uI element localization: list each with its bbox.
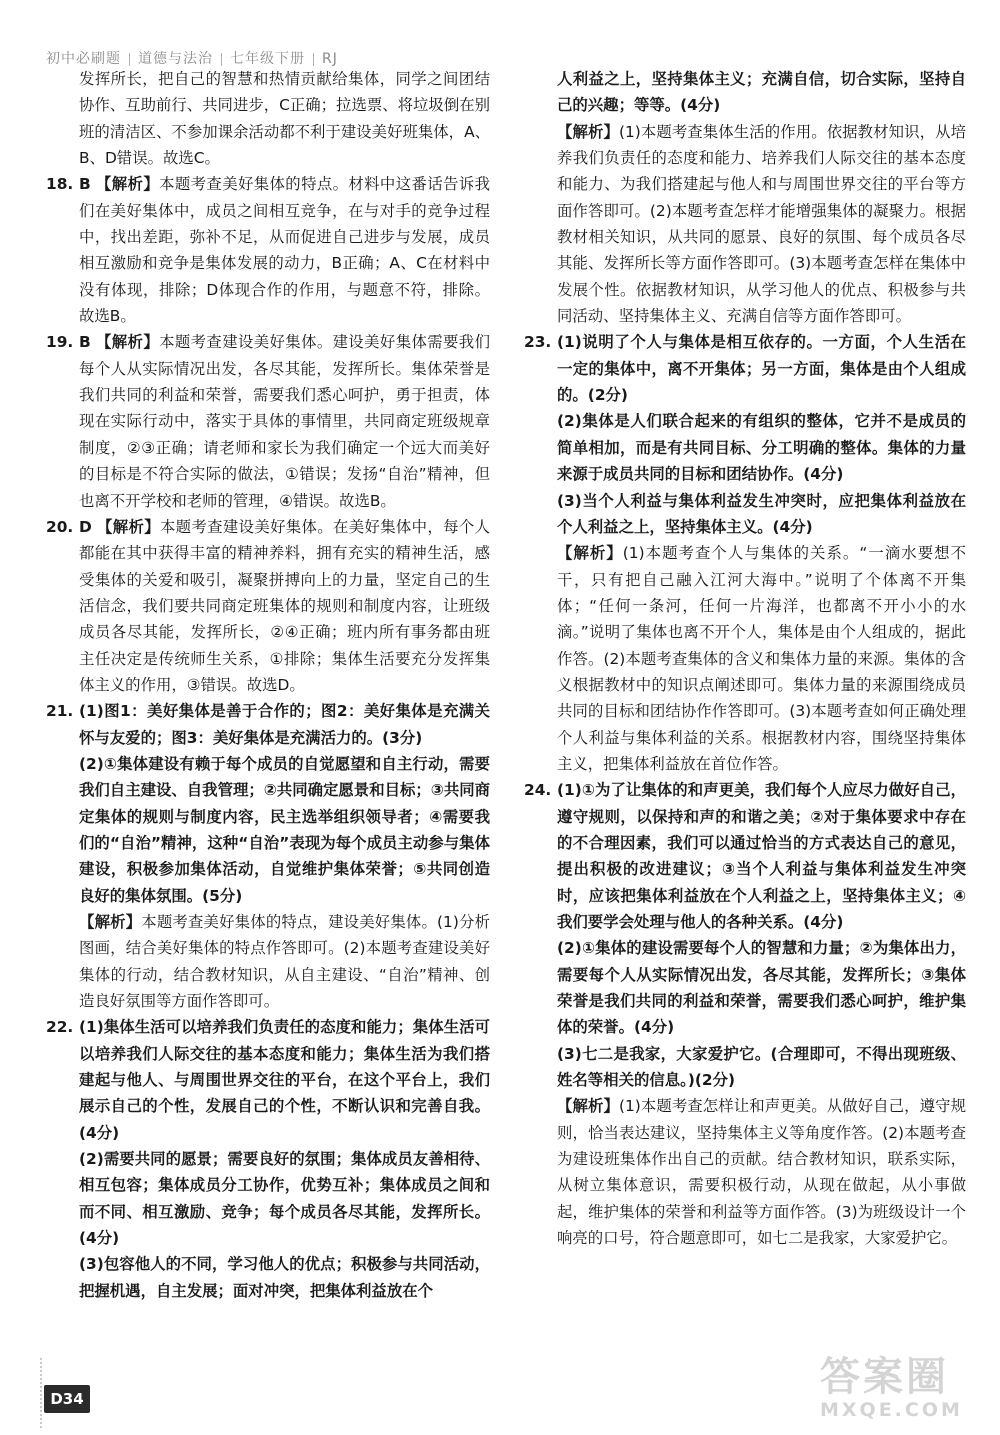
analysis-tag: 【解析】 xyxy=(96,175,160,194)
answer-part-2: (2)①集体建设有赖于每个成员的自觉愿望和自主行动，需要我们自主建设、自我管理；②共同确定愿景和目标；③共同商定集体的规则与制度内容，民主选举组织领导者；④需要我们的“自治”精神，这种“自治”表现为每个成员主动参与集体建设，积极参加集体活动，自觉维护集体荣誉；⑤共同创造良好的集体氛围。(5分) xyxy=(79,754,490,905)
running-header xyxy=(46,48,338,68)
analysis-tag: 【解析】 xyxy=(79,913,142,931)
left-column xyxy=(46,66,490,1304)
series-title: 初中必刷题 xyxy=(46,51,121,67)
analysis-text: 本题考查建设美好集体。建设美好集体需要我们每个人从实际情况出发，各尽其能，发挥所长。集体荣誉是我们共同的利益和荣誉，需要我们悉心呵护，勇于担责，体现在实际行动中，落实于具体的事情里，共同商定班级规章制度，②③正确；请老师和家长为我们确定一个远大而美好的目标是不符合实际的做法，①错误；发扬“自治”精神，但也离不开学校和老师的管理，④错误。故选B。 xyxy=(79,333,490,510)
answer-part-1: (1)说明了个人与集体是相互依存的。一方面，个人生活在一定的集体中，离不开集体；另一方面，集体是由个人组成的。(2分) xyxy=(557,333,966,405)
analysis-paragraph xyxy=(524,1093,966,1251)
right-column xyxy=(524,66,966,1251)
analysis-text: 本题考查美好集体的特点。材料中这番话告诉我们在美好集体中，成员之间相互竞争，在与对手的竞争过程中，找出差距，弥补不足，从而促进自己进步与发展，成员相互激励和竞争是集体发展的动力，B正确；A、C在材料中没有体现，排除；D体现合作的作用，与题意不符，排除。故选B。 xyxy=(79,175,490,326)
analysis-text: 本题考查美好集体的特点，建设美好集体。(1)分析图画，结合美好集体的特点作答即可。(2)本题考查建设美好集体的行动，结合教材知识，从自主建设、“自治”精神、创造良好氛围等方面作答即可。 xyxy=(79,913,490,1011)
analysis-text: 本题考查建设美好集体。在美好集体中，每个人都能在其中获得丰富的精神养料，拥有充实的精神生活，感受集体的关爱和吸引，凝聚拼搏向上的力量，坚定自己的生活信念，我们要共同商定班集体的规则和制度内容，让班级成员各尽其能，发挥所长，②④正确；班内所有事务都由班主任决定是传统师生关系，①排除；集体生活要充分发挥集体主义的作用，③错误。故选D。 xyxy=(79,517,490,694)
watermark-en: MXQE.COM xyxy=(820,1399,963,1421)
answer-item-24 xyxy=(524,777,966,935)
item-number: 19. xyxy=(46,333,74,352)
item-number: 20. xyxy=(46,517,74,536)
edition-label: RJ xyxy=(322,51,338,67)
answer-part-2: (2)需要共同的愿景；需要良好的氛围；集体成员友善相待、相互包容；集体成员分工协作，优势互补；集体成员之间和而不同、相互激励、竞争；每个成员各尽其能，发挥所长。(4分) xyxy=(79,1150,490,1248)
answer-choice: D xyxy=(79,517,92,536)
answer-item-19 xyxy=(46,329,490,513)
answer-part-3: (3)七二是我家，大家爱护它。(合理即可，不得出现班级、姓名等相关的信息。)(2分) xyxy=(557,1044,966,1090)
answer-part-1: (1)集体生活可以培养我们负责任的态度和能力；集体生活可以培养我们人际交往的基本态度和能力；集体生活为我们搭建起与他人、与周围世界交往的平台，在这个平台上，我们展示自己的个性，发展自己的个性，不断认识和完善自我。(4分) xyxy=(79,1018,490,1142)
analysis-tag: 【解析】 xyxy=(557,544,623,563)
analysis-text: (1)本题考查集体生活的作用。依据教材知识，从培养我们负责任的态度和能力、培养我们人际交往的基本态度和能力、为我们搭建起与他人和与周围世界交往的平台等方面作答即可。(2)本题考查怎样才能增强集体的凝聚力。根据教材相关知识，从共同的愿景、良好的氛围、每个成员各尽其能、发挥所长等方面作答即可。(3)本题考查怎样在集体中发展个性。依据教材知识，从学习他人的优点、积极参与共同活动、坚持集体主义、充满自信等方面作答即可。 xyxy=(557,122,966,326)
header-divider xyxy=(129,53,130,66)
analysis-tag: 【解析】 xyxy=(557,1097,619,1116)
analysis-paragraph xyxy=(524,540,966,777)
header-divider xyxy=(221,53,222,66)
answer-choice: B xyxy=(79,175,91,194)
page-number: D34 xyxy=(44,1385,90,1413)
answer-part-1: (1)图1：美好集体是善于合作的；图2：美好集体是充满关怀与友爱的；图3：美好集体是充满活力的。(3分) xyxy=(79,702,490,747)
item-number: 24. xyxy=(524,781,552,800)
watermark-cn: 答案圈 xyxy=(820,1354,949,1400)
answer-item-18 xyxy=(46,171,490,329)
analysis-tag: 【解析】 xyxy=(557,122,619,141)
answer-part-3: (3)包容他人的不同，学习他人的优点；积极参与共同活动，把握机遇，自主发展；面对冲突，把集体利益放在个 xyxy=(79,1255,490,1300)
site-watermark xyxy=(820,1355,980,1425)
item-number: 23. xyxy=(524,333,552,352)
item-number: 22. xyxy=(46,1018,74,1037)
q17-continuation: 发挥所长，把自己的智慧和热情贡献给集体，同学之间团结协作、互助前行、共同进步，C正确；拉选票、将垃圾倒在别班的清洁区、不参加课余活动都不利于建设美好班集体，A、B、D错误。故选C。 xyxy=(79,70,490,168)
analysis-paragraph xyxy=(46,909,490,1014)
answer-choice: B xyxy=(79,333,91,352)
answer-item-20 xyxy=(46,514,490,698)
analysis-text: (1)本题考查怎样让和声更美。从做好自己，遵守规则，恰当表达建议，坚持集体主义等角度作答。(2)本题考查为建设班集体作出自己的贡献。结合教材知识，联系实际，从树立集体意识，需要积极行动，从现在做起，从小事做起，维护集体的荣誉和利益等方面作答。(3)为班级设计一个响亮的口号，符合题意即可，如七二是我家，大家爱护它。 xyxy=(557,1097,966,1248)
analysis-tag: 【解析】 xyxy=(97,517,160,536)
answer-part-1: (1)①为了让集体的和声更美，我们每个人应尽力做好自己，遵守规则，以保持和声的和谐之美；②对于集体要求中存在的不合理因素，我们可以通过恰当的方式表达自己的意见，提出积极的改进建议；③当个人利益与集体利益发生冲突时，应该把集体利益放在个人利益之上，坚持集体主义；④我们要学会处理与他人的各种关系。(4分) xyxy=(557,781,966,931)
answer-item-22 xyxy=(46,1014,490,1146)
analysis-tag: 【解析】 xyxy=(96,333,160,352)
analysis-paragraph xyxy=(524,119,966,330)
item-number: 18. xyxy=(46,175,74,194)
answer-part-3: (3)当个人利益与集体利益发生冲突时，应把集体利益放在个人利益之上，坚持集体主义。(4分) xyxy=(557,491,966,536)
q22-continuation: 人利益之上，坚持集体主义；充满自信，切合实际，坚持自己的兴趣；等等。(4分) xyxy=(557,70,966,115)
analysis-text: (1)本题考查个人与集体的关系。“一滴水要想不干，只有把自己融入江河大海中。”说明了个体离不开集体；“任何一条河，任何一片海洋，也都离不开小小的水滴。”说明了集体也离不开个人，集体是由个人组成的，据此作答。(2)本题考查集体的含义和集体力量的来源。集体的含义根据教材中的知识点阐述即可。集体力量的来源围绕成员共同的目标和团结协作作答即可。(3)本题考查如何正确处理个人利益与集体利益的关系。根据教材内容，围绕坚持集体主义，把集体利益放在首位作答。 xyxy=(557,544,966,773)
answer-part-2: (2)集体是人们联合起来的有组织的整体，它并不是成员的简单相加，而是有共同目标、分工明确的整体。集体的力量来源于成员共同的目标和团结协作。(4分) xyxy=(557,412,966,484)
item-number: 21. xyxy=(46,702,74,721)
subject-title: 道德与法治 xyxy=(138,51,213,67)
grade-title: 七年级下册 xyxy=(230,51,305,67)
answer-part-2: (2)①集体的建设需要每个人的智慧和力量；②为集体出力，需要每个人从实际情况出发，各尽其能，发挥所长；③集体荣誉是我们共同的利益和荣誉，需要我们悉心呵护，维护集体的荣誉。(4分) xyxy=(557,939,966,1037)
header-divider xyxy=(313,53,314,66)
answer-item-21 xyxy=(46,698,490,751)
answer-item-23 xyxy=(524,329,966,408)
